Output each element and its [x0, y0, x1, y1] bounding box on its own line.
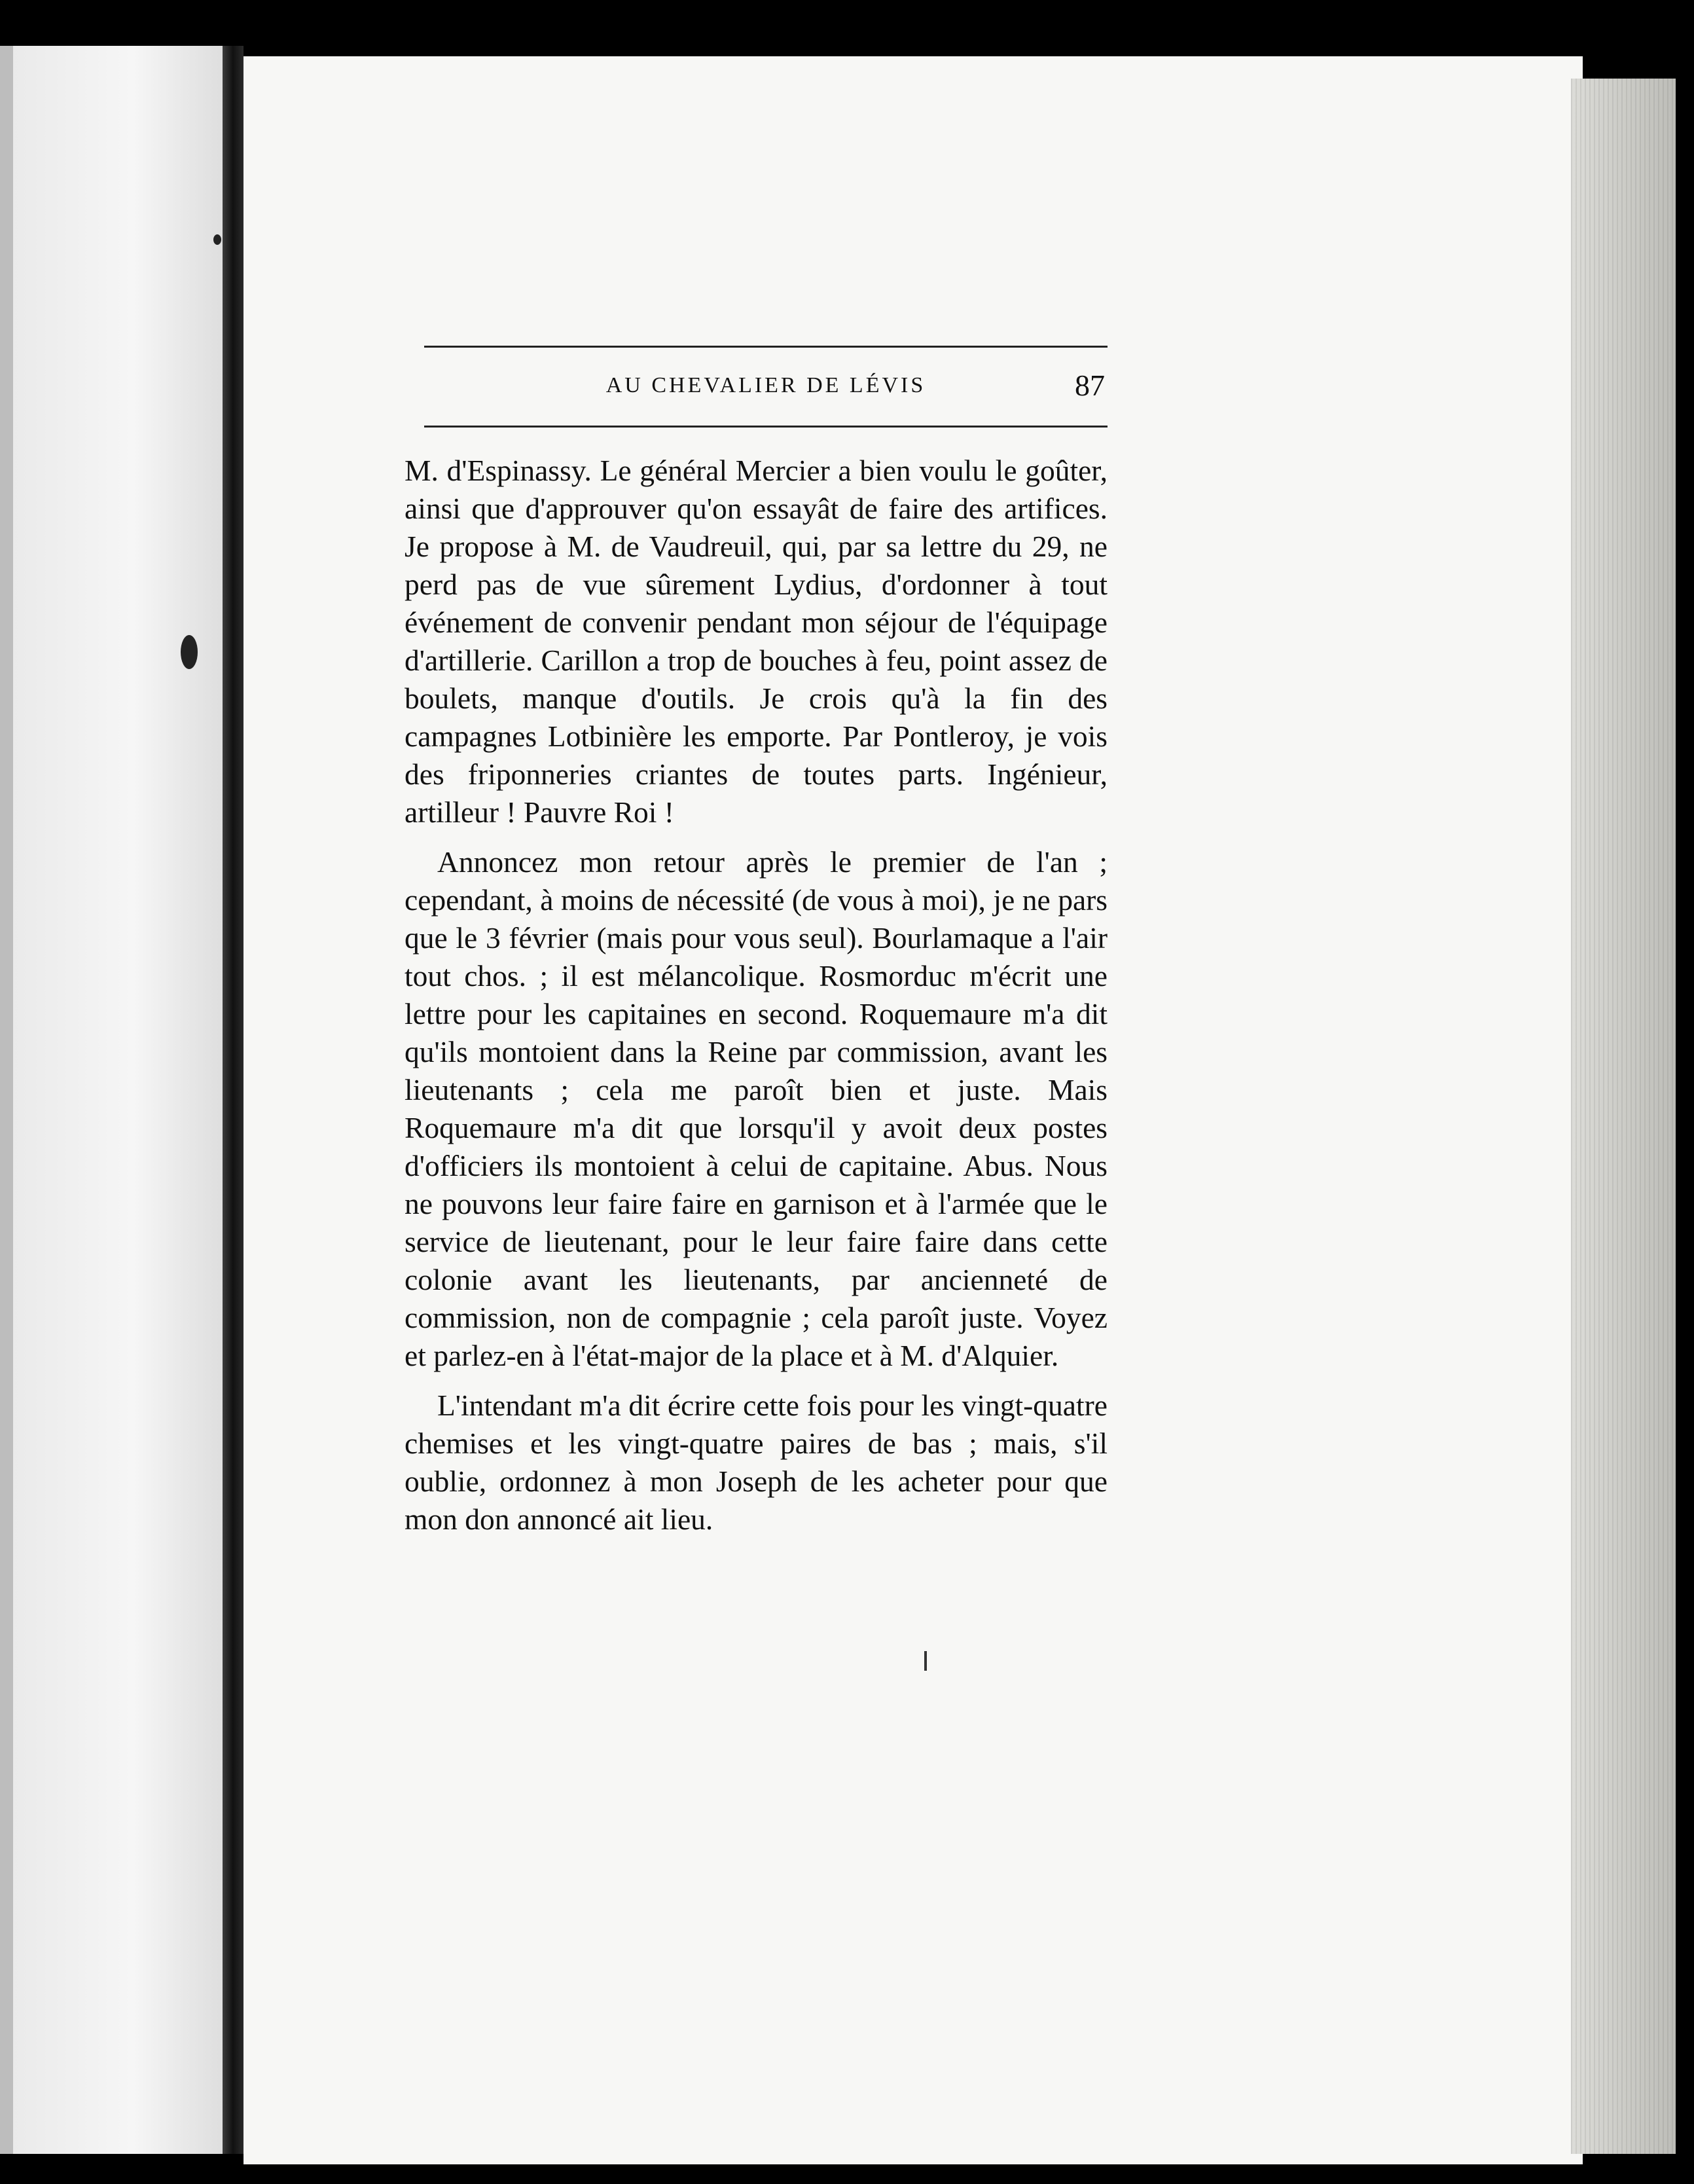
left-page-mark: [181, 635, 198, 669]
page-fore-edge: [1571, 79, 1676, 2154]
paragraph: L'intendant m'a dit écrire cette fois pour les vingt-quatre chemises et les vingt-quatre paires de bas ; mais, s'il oublie, ordonnez à mon Joseph de les acheter pour que mon don annoncé ait lieu.: [405, 1389, 1108, 1536]
header-rule-top: [424, 346, 1108, 348]
running-title: AU CHEVALIER DE LÉVIS: [605, 373, 926, 397]
header-rule-bottom: [424, 426, 1108, 428]
left-page: [0, 46, 223, 2154]
page-number: 87: [1075, 369, 1105, 402]
body-text: [405, 452, 1108, 1538]
paragraph: M. d'Espinassy. Le général Mercier a bien voulu le goûter, ainsi que d'approuver qu'on essayât de faire des artifices. Je propose à M. de Vaudreuil, qui, par sa lettre du 29, ne perd pas de vue sûrement Lydius, d'ordonner à tout événement de convenir pendant mon séjour de l'équipage d'artillerie. Carillon a trop de bouches à feu, point assez de boulets, manque d'outils. Je crois qu'à la fin des campagnes Lotbinière les emporte. Par Pontleroy, je vois des friponneries criantes de toutes parts. Ingénieur, artilleur ! Pauvre Roi !: [405, 454, 1108, 829]
page-header: [424, 346, 1108, 431]
left-page-mark: [213, 234, 221, 245]
book-gutter: [223, 46, 243, 2154]
paragraph: Annoncez mon retour après le premier de l'an ; cependant, à moins de nécessité (de vous à moi), je ne pars que le 3 février (mais pour vous seul). Bourlamaque a l'air tout chos. ; il est mélancolique. Rosmorduc m'écrit une lettre pour les capitaines en second. Roquemaure m'a dit qu'ils montoient dans la Reine par commission, avant les lieutenants ; cela me paroît bien et juste. Mais Roquemaure m'a dit que lorsqu'il y avoit deux postes d'officiers ils montoient à celui de capitaine. Abus. Nous ne pouvons leur faire faire en garnison et à l'armée que le service de lieutenant, pour le leur faire faire dans cette colonie avant les lieutenants, par ancienneté de commission, non de compagnie ; cela paroît juste. Voyez et parlez-en à l'état-major de la place et à M. d'Alquier.: [405, 845, 1108, 1372]
stray-mark: [924, 1651, 927, 1671]
left-page-edge: [0, 46, 13, 2154]
